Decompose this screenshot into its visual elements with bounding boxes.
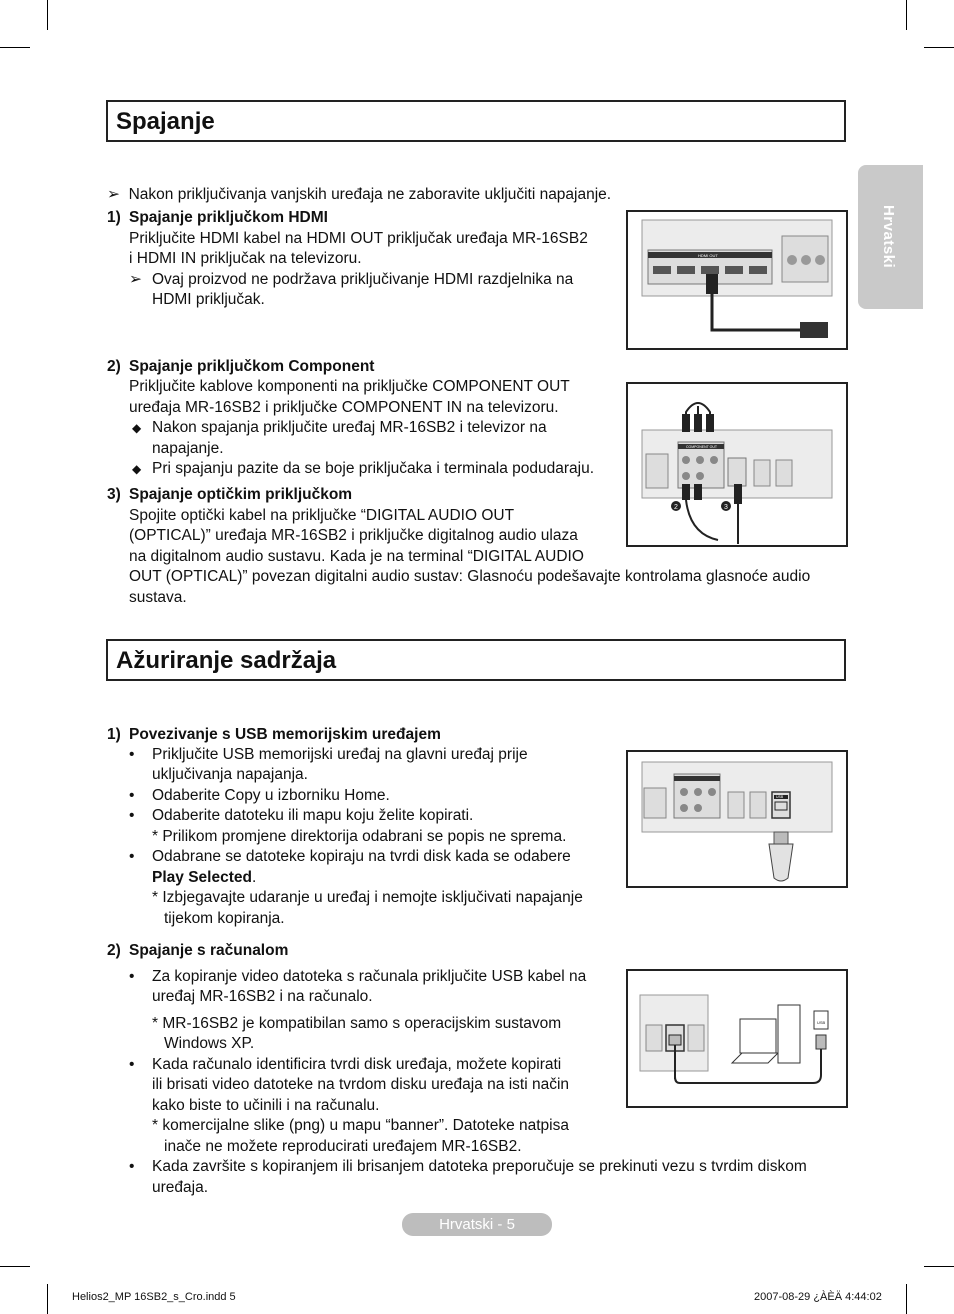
crop-mark xyxy=(924,1266,954,1267)
bullet-dot: • xyxy=(129,968,135,985)
crop-mark xyxy=(906,0,907,30)
item-optical-number: 3) xyxy=(107,486,121,503)
usb-bullet: Odabrane se datoteke kopiraju na tvrdi disk kada se odabere xyxy=(152,848,571,865)
usb-note: * Izbjegavajte udaranje u uređaj i nemojte isključivati napajanje xyxy=(152,889,583,906)
diamond-bullet-icon: ◆ xyxy=(132,421,142,435)
item-component-bullet: Pri spajanju pazite da se boje priključaka i terminala podudaraju. xyxy=(152,460,595,477)
svg-text:3: 3 xyxy=(724,504,728,511)
pc-bullet: Kada završite s kopiranjem ili brisanjem datoteka preporučuje se prekinuti vezu s tvrdim diskom xyxy=(152,1158,807,1175)
item-component-title: Spajanje priključkom Component xyxy=(129,358,375,375)
pc-note: inače ne možete reproducirati uređajem MR-16SB2. xyxy=(164,1138,522,1155)
svg-text:USB: USB xyxy=(817,1020,826,1025)
svg-text:USB: USB xyxy=(776,795,784,799)
usb-bullet: Priključite USB memorijski uređaj na glavni uređaj prije xyxy=(152,746,528,763)
usb-memory-illustration xyxy=(626,750,848,888)
bullet-dot: • xyxy=(129,848,135,865)
item-optical-text: na digitalnom audio sustavu. Kada je na terminal “DIGITAL AUDIO xyxy=(129,548,584,565)
pc-note: * komercijalne slike (png) u mapu “banner”. Datoteke natpisa xyxy=(152,1117,569,1134)
bullet-dot: • xyxy=(129,787,135,804)
item-pc-title: Spajanje s računalom xyxy=(129,942,289,959)
item-optical-text: Spojite optički kabel na priključke “DIGITAL AUDIO OUT xyxy=(129,507,515,524)
item-hdmi-title: Spajanje priključkom HDMI xyxy=(129,209,328,226)
usb-bullet: uključivanja napajanja. xyxy=(152,766,308,783)
item-pc-number: 2) xyxy=(107,942,121,959)
item-optical-title: Spajanje optičkim priključkom xyxy=(129,486,353,503)
item-hdmi-number: 1) xyxy=(107,209,121,226)
component-diagram xyxy=(628,384,846,545)
usb-diagram xyxy=(628,752,846,886)
page-number-pill: Hrvatski - 5 xyxy=(402,1213,552,1236)
svg-text:2: 2 xyxy=(674,504,678,511)
bullet-dot: • xyxy=(129,746,135,763)
pc-bullet: ili brisati video datoteke na tvrdom disku uređaja na isti način xyxy=(152,1076,570,1093)
item-hdmi-note-text: Ovaj proizvod ne podržava priključivanje HDMI razdjelnika na xyxy=(152,271,574,288)
pc-bullet: Za kopiranje video datoteka s računala priključite USB kabel na xyxy=(152,968,587,985)
item-component-text: uređaja MR-16SB2 i priključke COMPONENT IN na televizoru. xyxy=(129,399,559,416)
crop-mark xyxy=(0,47,30,48)
crop-mark xyxy=(0,1266,30,1267)
usb-bullet: Odaberite datoteku ili mapu koju želite kopirati. xyxy=(152,807,474,824)
item-hdmi-note-text: HDMI priključak. xyxy=(152,291,265,308)
usb-note: tijekom kopiranja. xyxy=(164,910,285,927)
section-title-spajanje: Spajanje xyxy=(106,100,846,142)
diamond-bullet-icon: ◆ xyxy=(132,462,142,476)
item-optical-text: (OPTICAL)” uređaja MR-16SB2 i priključke digitalnog audio ulaza xyxy=(129,527,578,544)
item-component-text: Priključite kablove komponenti na priključke COMPONENT OUT xyxy=(129,378,570,395)
usb-note: * Prilikom promjene direktorija odabrani se popis ne sprema. xyxy=(152,828,567,845)
item-hdmi-note: ➢ xyxy=(129,271,142,288)
hdmi-diagram xyxy=(628,212,846,348)
item-hdmi-text: Priključite HDMI kabel na HDMI OUT priključak uređaja MR-16SB2 xyxy=(129,230,588,247)
item-hdmi-text: i HDMI IN priključak na televizoru. xyxy=(129,250,362,267)
item-component-number: 2) xyxy=(107,358,121,375)
language-side-tab xyxy=(858,165,923,309)
svg-text:HDMI OUT: HDMI OUT xyxy=(698,253,718,258)
item-usb-number: 1) xyxy=(107,726,121,743)
play-selected-label: Play Selected xyxy=(152,869,252,886)
hdmi-connection-illustration xyxy=(626,210,848,350)
bullet-dot: • xyxy=(129,807,135,824)
pc-bullet: uređaj MR-16SB2 i na računalo. xyxy=(152,988,373,1005)
pc-bullet: kako biste to učinili i na računalu. xyxy=(152,1097,380,1114)
svg-text:COMPONENT OUT: COMPONENT OUT xyxy=(686,445,718,449)
item-optical-text: OUT (OPTICAL)” povezan digitalni audio sustav: Glasnoću podešavajte kontrolama glasnoće audio xyxy=(129,568,811,585)
intro-note: ➢ Nakon priključivanja vanjskih uređaja ne zaboravite uključiti napajanje. xyxy=(107,186,612,203)
usb-bullet: Odaberite Copy u izborniku Home. xyxy=(152,787,390,804)
crop-mark xyxy=(924,47,954,48)
bullet-dot: • xyxy=(129,1056,135,1073)
pc-connection-illustration xyxy=(626,969,848,1108)
component-optical-illustration xyxy=(626,382,848,547)
date-meta: 2007-08-29 ¿ÀÈÄ 4:44:02 xyxy=(754,1291,882,1303)
file-meta: Helios2_MP 16SB2_s_Cro.indd 5 xyxy=(72,1291,236,1303)
section-title-azuriranje: Ažuriranje sadržaja xyxy=(106,639,846,681)
item-component-bullet: Nakon spajanja priključite uređaj MR-16SB2 i televizor na xyxy=(152,419,547,436)
item-optical-text: sustava. xyxy=(129,589,187,606)
bullet-dot: • xyxy=(129,1158,135,1175)
pc-note: Windows XP. xyxy=(164,1035,255,1052)
crop-mark xyxy=(47,0,48,30)
item-usb-title: Povezivanje s USB memorijskim uređajem xyxy=(129,726,441,743)
pc-bullet: uređaja. xyxy=(152,1179,209,1196)
crop-mark xyxy=(47,1284,48,1314)
side-tab-label: Hrvatski xyxy=(880,205,897,269)
pc-bullet: Kada računalo identificira tvrdi disk uređaja, možete kopirati xyxy=(152,1056,562,1073)
item-component-bullet: napajanje. xyxy=(152,440,224,457)
crop-mark xyxy=(906,1284,907,1314)
usb-bullet: Play Selected. xyxy=(152,869,257,886)
pc-diagram xyxy=(628,971,846,1106)
pc-note: * MR-16SB2 je kompatibilan samo s operacijskim sustavom xyxy=(152,1015,562,1032)
